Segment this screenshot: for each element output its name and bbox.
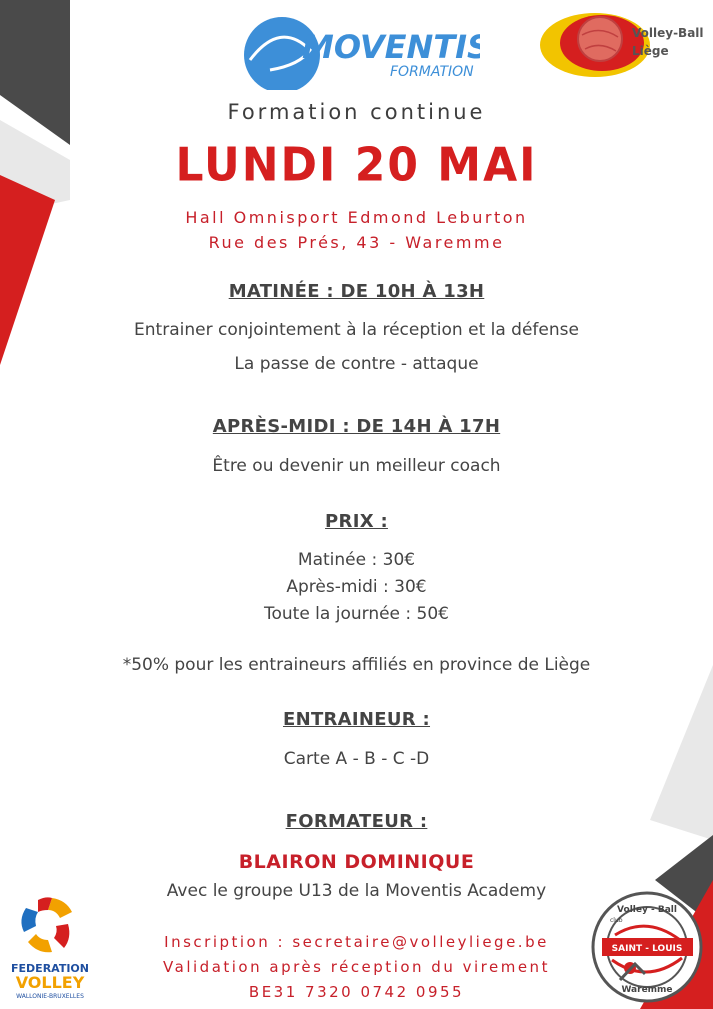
stlouis-band: SAINT - LOUIS bbox=[611, 944, 683, 954]
vbl-logo-text-2: Liège bbox=[632, 44, 669, 58]
price-item: Matinée : 30€ bbox=[297, 550, 416, 570]
price-discount: *50% pour les entraineurs affiliés en province de Liège bbox=[122, 655, 591, 675]
subtitle: Formation continue bbox=[227, 100, 486, 124]
stlouis-top: Volley - Ball bbox=[617, 905, 677, 915]
trainer-with: Avec le groupe U13 de la Moventis Academy bbox=[166, 881, 547, 901]
vbl-logo-text-1: Volley-Ball bbox=[632, 26, 704, 40]
trainer-name: BLAIRON DOMINIQUE bbox=[238, 851, 475, 873]
afternoon-heading: APRÈS-MIDI : DE 14H À 17H bbox=[212, 416, 501, 437]
contact-inscription: Inscription : secretaire@volleyliege.be bbox=[164, 933, 549, 951]
contact-validation: Validation après réception du virement bbox=[163, 958, 550, 976]
federation-volley-logo bbox=[8, 890, 93, 1000]
morning-item: La passe de contre - attaque bbox=[234, 354, 479, 374]
venue-name: Hall Omnisport Edmond Leburton bbox=[185, 208, 528, 227]
fvwb-line3: WALLONIE-BRUXELLES bbox=[16, 993, 84, 1000]
stlouis-bottom: Waremme bbox=[621, 985, 673, 995]
price-item: Toute la journée : 50€ bbox=[263, 604, 449, 624]
venue-address: Rue des Prés, 43 - Waremme bbox=[208, 233, 505, 252]
afternoon-item: Être ou devenir un meilleur coach bbox=[212, 456, 501, 476]
saint-louis-logo bbox=[590, 890, 705, 1005]
moventis-logo-sub: FORMATION bbox=[390, 64, 474, 80]
volleyball-liege-logo bbox=[540, 5, 710, 85]
moventis-logo-text: MOVENTIS bbox=[302, 28, 480, 66]
coach-heading: ENTRAINEUR : bbox=[282, 709, 431, 730]
moventis-logo bbox=[240, 10, 480, 90]
stlouis-club: club bbox=[610, 917, 623, 924]
contact-iban: BE31 7320 0742 0955 bbox=[248, 983, 465, 1001]
trainer-heading: FORMATEUR : bbox=[285, 811, 428, 832]
event-date: LUNDI 20 MAI bbox=[175, 138, 538, 193]
fvwb-line1: FEDERATION bbox=[11, 962, 89, 975]
morning-item: Entrainer conjointement à la réception et la défense bbox=[134, 320, 579, 340]
price-heading: PRIX : bbox=[325, 511, 388, 532]
price-item: Après-midi : 30€ bbox=[286, 577, 427, 597]
fvwb-line2: VOLLEY bbox=[15, 973, 85, 992]
morning-heading: MATINÉE : DE 10H À 13H bbox=[228, 281, 485, 302]
coach-value: Carte A - B - C -D bbox=[283, 749, 430, 769]
